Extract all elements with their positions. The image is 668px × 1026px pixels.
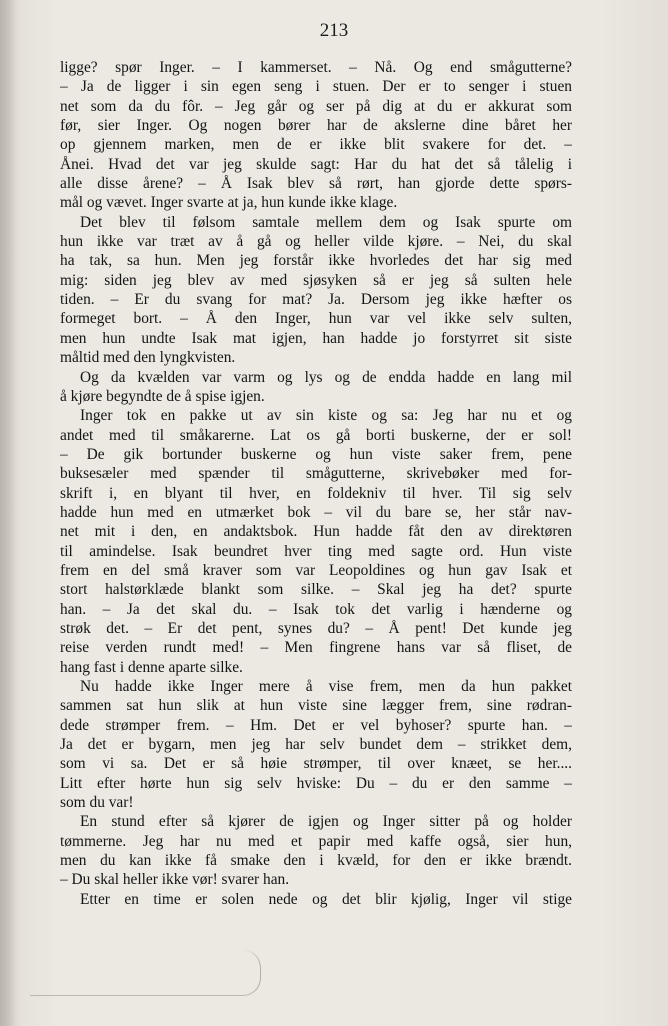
text-line: net mit i den, en andaktsbok. Hun hadde fåt den av direktøren bbox=[60, 523, 572, 541]
text-line: å kjøre begyndte de å spise igjen. bbox=[60, 387, 265, 405]
text-line: – Du skal heller ikke vør! svarer han. bbox=[60, 871, 290, 889]
text-line: til amindelse. Isak beundret hver ting med sagte ord. Hun viste bbox=[60, 542, 572, 560]
text-line: men hun undte Isak mat igjen, han hadde jo forstyrret sit siste bbox=[60, 329, 572, 347]
text-line: En stund efter så kjører de igjen og Inger sitter på og holder bbox=[80, 813, 572, 831]
text-line: Litt efter hørte hun sig selv hviske: Du – du er den samme – bbox=[60, 774, 572, 792]
text-line: Ånei. Hvad det var jeg skulde sagt: Har du hat det så tålelig i bbox=[60, 155, 572, 173]
text-line: Inger tok en pakke ut av sin kiste og sa: Jeg har nu et og bbox=[80, 407, 572, 425]
text-line: tømmerne. Jeg har nu med et papir med kaffe også, sier hun, bbox=[60, 832, 572, 850]
text-line: som vi sa. Det er så høie strømper, til over knæet, se her.... bbox=[60, 755, 572, 773]
text-line: før, sier Inger. Og nogen bører har de akslerne dine båret her bbox=[60, 117, 572, 135]
binding-shadow bbox=[0, 0, 16, 1026]
text-line: – Ja de ligger i sin egen seng i stuen. Der er to senger i stuen bbox=[60, 78, 572, 96]
text-line: ligge? spør Inger. – I kammerset. – Nå. Og end smågutterne? bbox=[60, 59, 572, 76]
body-text bbox=[60, 58, 572, 909]
text-line: mål og vævet. Inger svarte at ja, hun kunde ikke klage. bbox=[60, 194, 398, 212]
text-line: tiden. – Er du svang for mat? Ja. Dersom jeg ikke hæfter os bbox=[60, 291, 572, 309]
text-line: op gjennem marken, men de er ikke blit svakere for det. – bbox=[60, 136, 572, 154]
text-line: alle disse årene? – Å Isak blev så rørt, han gjorde dette spørs- bbox=[60, 175, 572, 193]
text-line: ha tak, sa hun. Men jeg forstår ikke hvorledes det har sig med bbox=[60, 252, 572, 270]
text-line: formeget bort. – Å den Inger, hun var vel ikke selv sulten, bbox=[60, 310, 572, 328]
text-line: skrift i, en blyant til hver, en foldekniv til hver. Til sig selv bbox=[60, 484, 572, 502]
text-line: dede strømper frem. – Hm. Det er vel byhoser? spurte han. – bbox=[60, 716, 572, 734]
text-line: han. – Ja det skal du. – Isak tok det varlig i hænderne og bbox=[60, 600, 572, 618]
page-stain bbox=[30, 950, 261, 996]
text-line: Det blev til følsom samtale mellem dem og Isak spurte om bbox=[80, 213, 572, 231]
text-line: stort halstørklæde blankt som silke. – Skal jeg ha det? spurte bbox=[60, 581, 572, 599]
text-line: – De gik bortunder buskerne og hun viste saker frem, pene bbox=[60, 445, 572, 463]
text-line: mig: siden jeg blev av med sjøsyken så er jeg så sulten hele bbox=[60, 271, 572, 289]
text-line: buksesæler med spænder til smågutterne, skrivebøker med for- bbox=[60, 465, 572, 483]
text-line: net som da du fôr. – Jeg går og ser på dig at du er akkurat som bbox=[60, 97, 572, 115]
text-line: andet med til småkarerne. Lat os gå borti buskerne, der er sol! bbox=[60, 426, 572, 444]
text-line: Og da kvælden var varm og lys og de endda hadde en lang mil bbox=[80, 368, 572, 386]
text-line: frem en del små kraver som var Leopoldines og hun gav Isak et bbox=[60, 561, 572, 579]
text-line: men du kan ikke få smake den i kvæld, for den er ikke brændt. bbox=[60, 852, 572, 870]
text-line: hadde hun med en utmærket bok – vil du bare se, her står nav- bbox=[60, 503, 572, 521]
text-line: Ja det er bygarn, men jeg har selv bundet dem – strikket dem, bbox=[60, 736, 572, 754]
text-line: som du var! bbox=[60, 794, 134, 812]
text-line: Nu hadde ikke Inger mere å vise frem, men da hun pakket bbox=[80, 678, 572, 695]
text-line: strøk det. – Er det pent, synes du? – Å pent! Det kunde jeg bbox=[60, 619, 572, 637]
page-number: 213 bbox=[319, 20, 349, 41]
text-line: Etter en time er solen nede og det blir kjølig, Inger vil stige bbox=[80, 890, 572, 908]
text-line: reise verden rundt med! – Men fingrene hans var så fliset, de bbox=[60, 639, 572, 657]
text-line: hun ikke var træt av å gå og heller vilde kjøre. – Nei, du skal bbox=[60, 233, 572, 251]
text-line: sammen sat hun slik at hun viste sine lægger frem, sine rødran- bbox=[60, 697, 572, 715]
text-line: måltid med den lyngkvisten. bbox=[60, 349, 236, 367]
text-line: hang fast i denne aparte silke. bbox=[60, 658, 243, 676]
